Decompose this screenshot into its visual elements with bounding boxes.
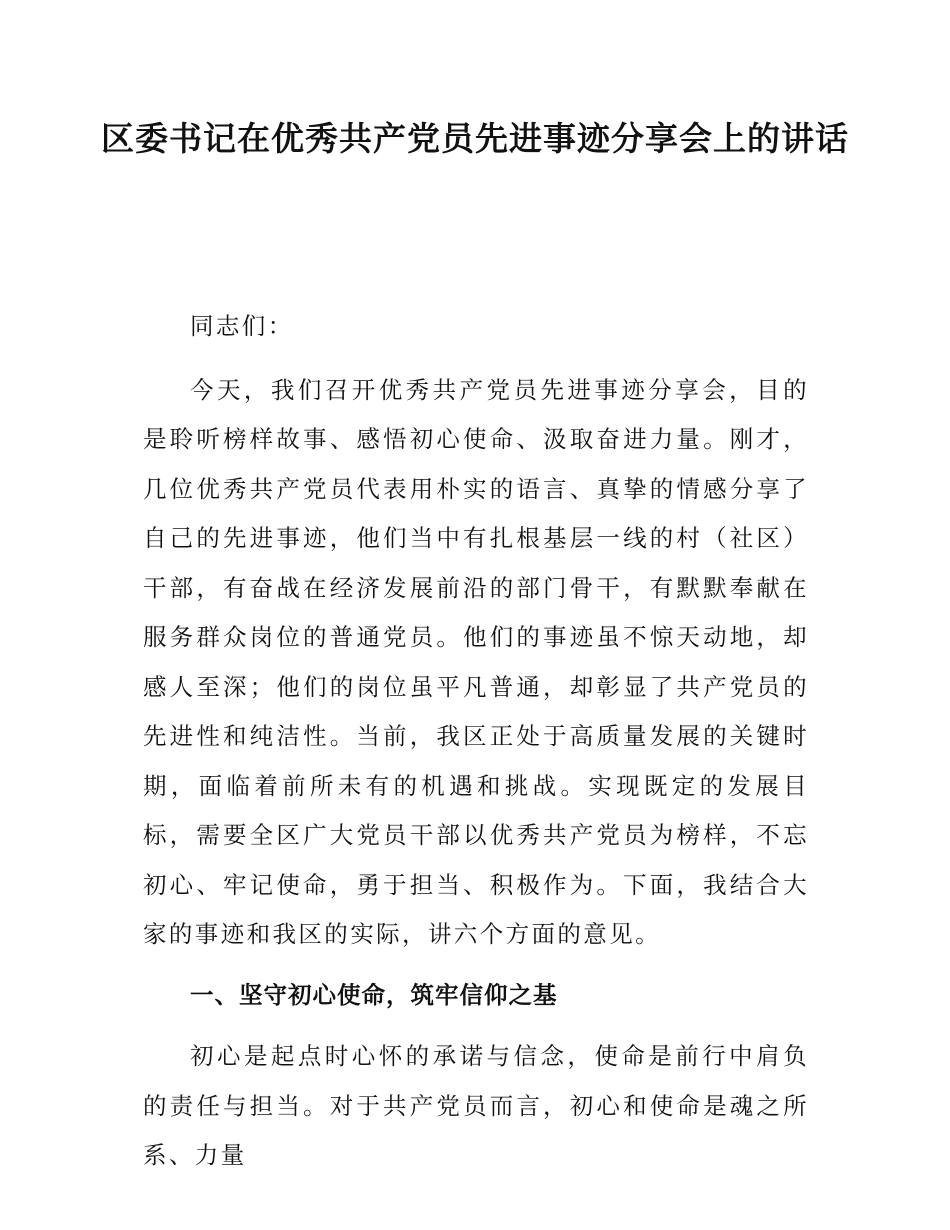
section-1-paragraph: 初心是起点时心怀的承诺与信念，使命是前行中肩负的责任与担当。对于共产党员而言，初心和使命是魂之所系、力量 bbox=[143, 1042, 809, 1169]
document-title: 区委书记在优秀共产党员先进事迹分享会上的讲话 bbox=[101, 119, 849, 158]
intro-paragraph: 今天，我们召开优秀共产党员先进事迹分享会，目的是聆听榜样故事、感悟初心使命、汲取奋进力量。刚才，几位优秀共产党员代表用朴实的语言、真挚的情感分享了自己的先进事迹，他们当中有扎根基层一线的村（社区）干部，有奋战在经济发展前沿的部门骨干，有默默奉献在服务群众岗位的普通党员。他们的事迹虽不惊天动地，却感人至深；他们的岗位虽平凡普通，却彰显了共产党员的先进性和纯洁性。当前，我区正处于高质量发展的关键时期，面临着前所未有的机遇和挑战。实现既定的发展目标，需要全区广大党员干部以优秀共产党员为榜样，不忘初心、牢记使命，勇于担当、积极作为。下面，我结合大家的事迹和我区的实际，讲六个方面的意见。 bbox=[143, 375, 809, 948]
section-1-heading: 一、坚守初心使命，筑牢信仰之基 bbox=[190, 980, 558, 1009]
salutation: 同志们： bbox=[190, 312, 294, 340]
document-body bbox=[143, 302, 809, 1192]
